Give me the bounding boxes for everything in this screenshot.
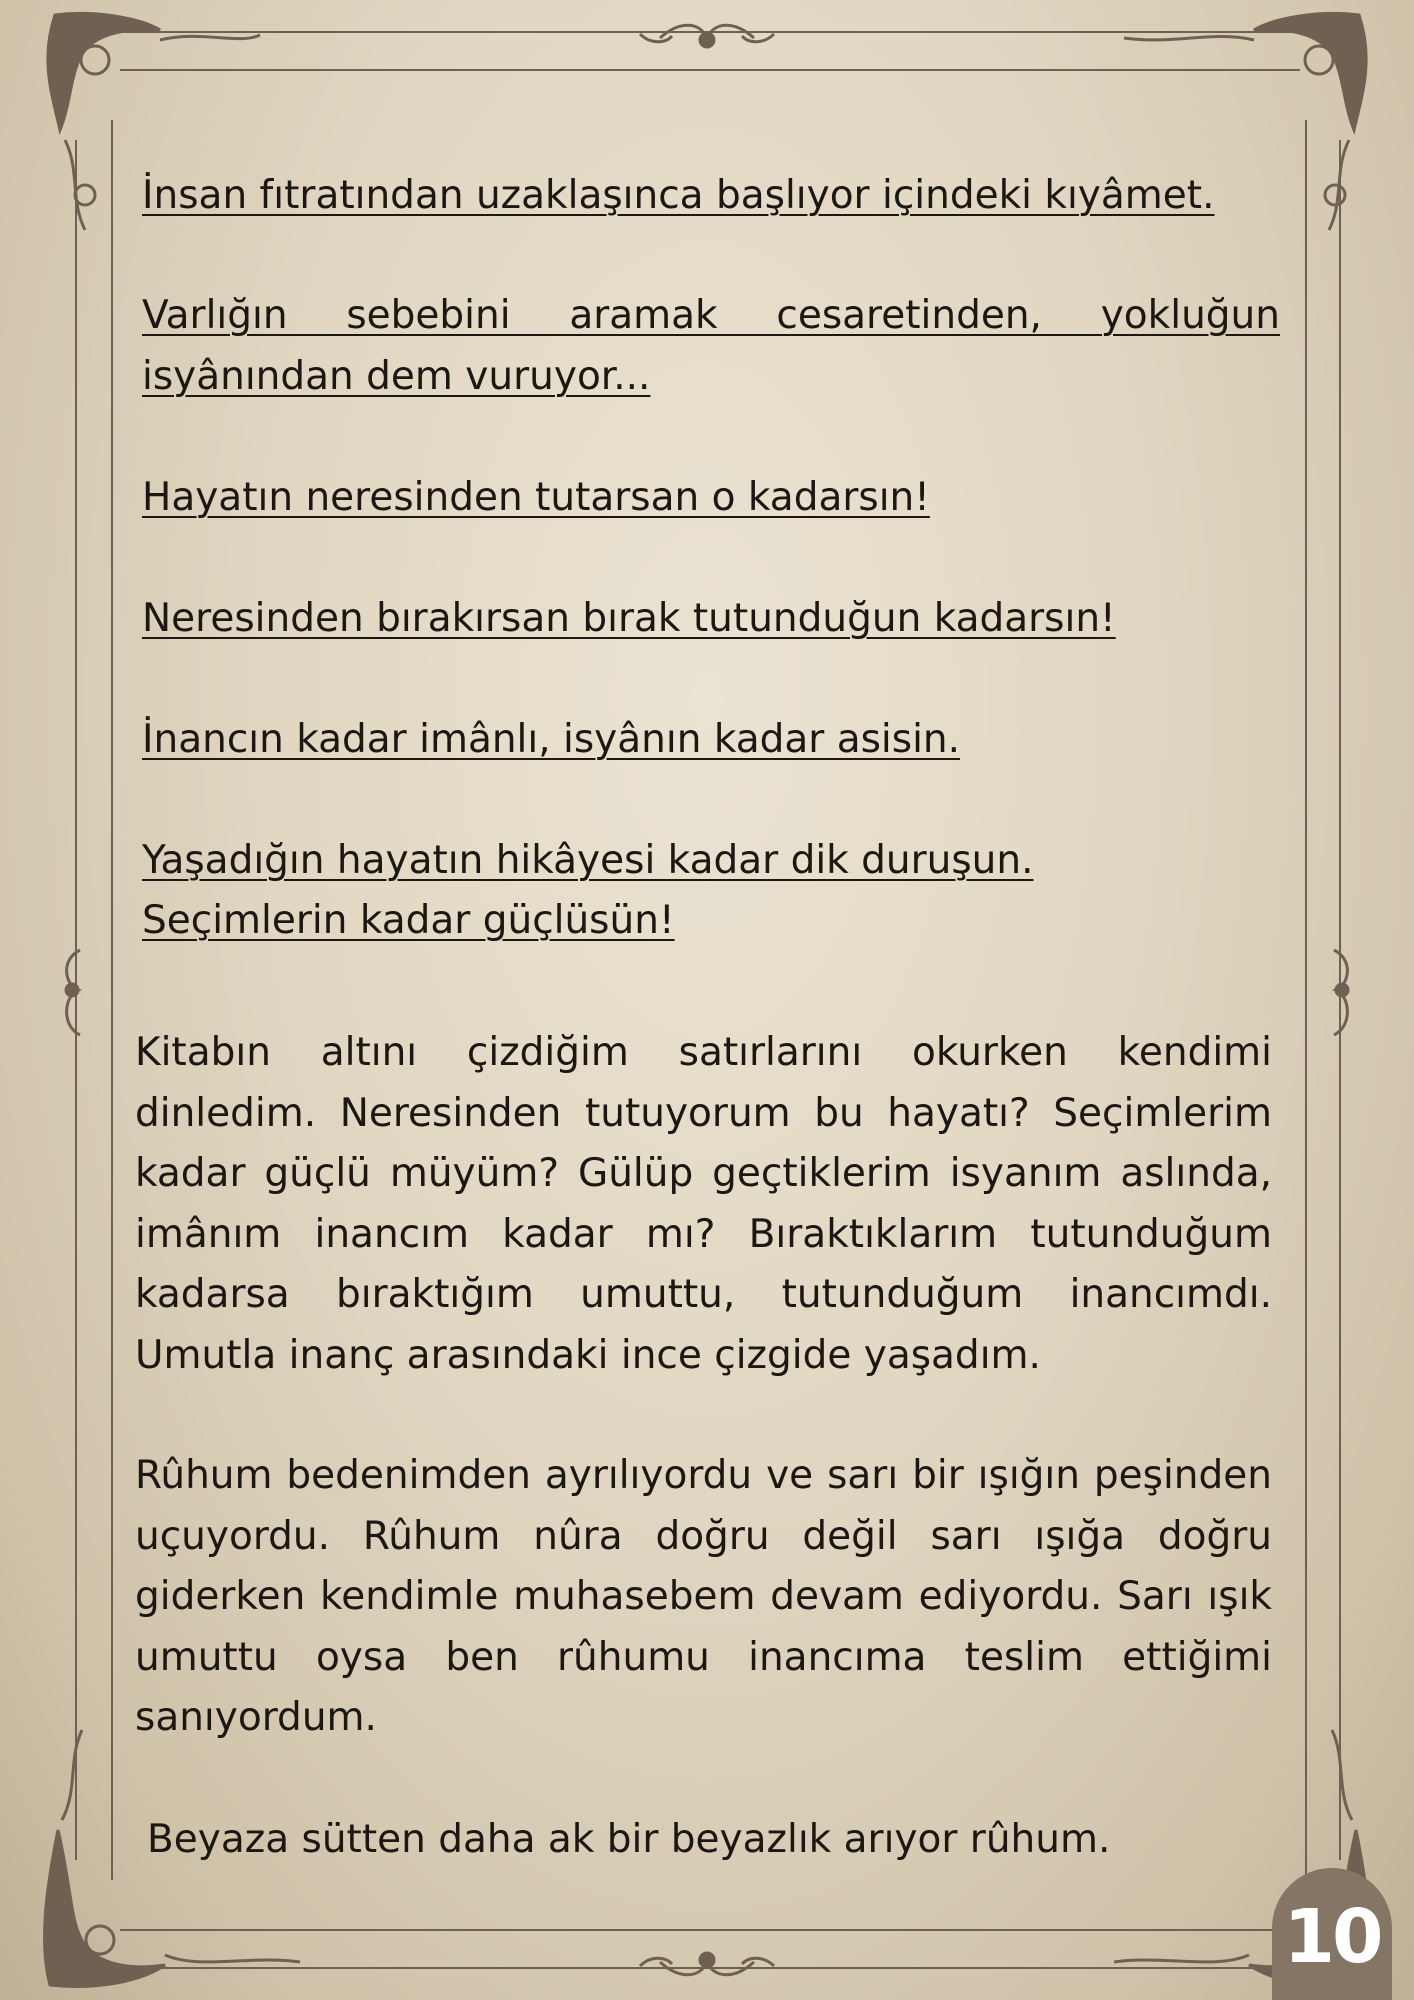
quote-6-line-1: Yaşadığın hayatın hikâyesi kadar dik duruşun.	[142, 838, 1034, 883]
page-number: 10	[1283, 1894, 1381, 1980]
page-number-badge	[1272, 1868, 1392, 2000]
quote-2-line-1: Varlığın sebebini aramak cesaretinden, yokluğun	[142, 293, 1280, 338]
paragraph-1: Kitabın altını çizdiğim satırlarını okurken kendimi dinledim. Neresinden tutuyorum bu hayatı? Seçimlerim kadar güçlü müyüm? Gülüp geçtiklerim isyanım aslında, imânım inancım kadar mı? Bıraktıklarım tutunduğum kadarsa bıraktığım umuttu, tutunduğum inancımdı. Umutla inanç arasındaki ince çizgide yaşadım.	[135, 1030, 1272, 1378]
paragraph-2: Rûhum bedenimden ayrılıyordu ve sarı bir ışığın peşinden uçuyordu. Rûhum nûra doğru değil sarı ışığa doğru giderken kendimle muhasebem devam ediyordu. Sarı ışık umuttu oysa ben rûhumu inancıma teslim ettiğimi sanıyordum.	[135, 1453, 1272, 1740]
paragraph-3: Beyaza sütten daha ak bir beyazlık arıyor rûhum.	[147, 1817, 1111, 1862]
quote-1: İnsan fıtratından uzaklaşınca başlıyor içindeki kıyâmet.	[142, 173, 1215, 218]
quote-5: İnancın kadar imânlı, isyânın kadar asisin.	[142, 717, 961, 762]
quote-6-line-2: Seçimlerin kadar güçlüsün!	[142, 898, 675, 943]
quote-2-line-2: isyânından dem vuruyor...	[142, 354, 651, 399]
quote-3: Hayatın neresinden tutarsan o kadarsın!	[142, 475, 930, 520]
quote-4: Neresinden bırakırsan bırak tutunduğun kadarsın!	[142, 596, 1116, 641]
